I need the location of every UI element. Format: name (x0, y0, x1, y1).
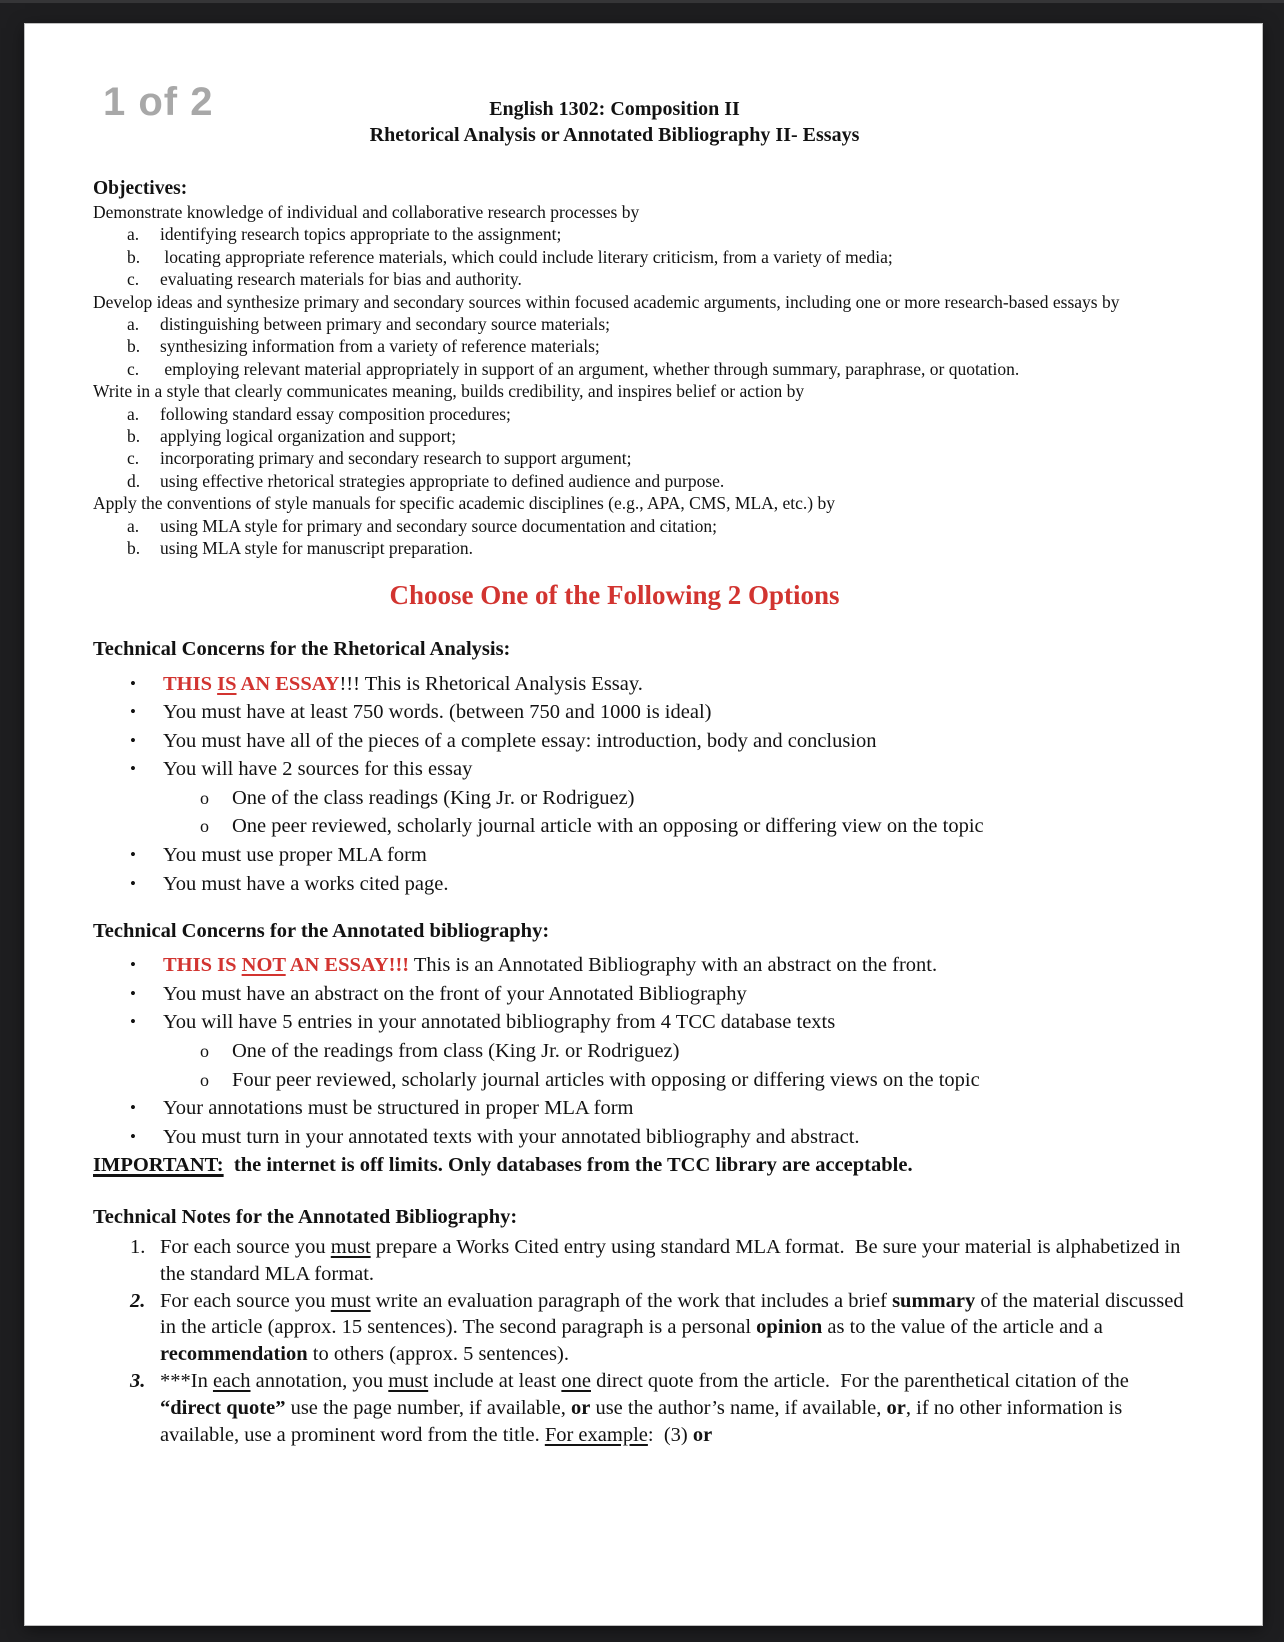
bullet-icon: • (130, 873, 136, 893)
item-text: following standard essay composition procedures; (160, 403, 511, 424)
bullet-item (93, 670, 1192, 699)
choose-options-heading: Choose One of the Following 2 Options (389, 579, 840, 610)
text-segment: : (3) (647, 1423, 693, 1446)
bullet-icon: • (130, 983, 136, 1003)
text-segment: as to the value of the article and a (822, 1316, 1109, 1339)
sub-bullet-item (93, 1066, 1192, 1095)
item-text: using effective rhetorical strategies appropriate to defined audience and purpose. (160, 470, 725, 491)
text-segment: IS (217, 672, 237, 695)
annotated-concerns-heading: Technical Concerns for the Annotated bibliography: (93, 920, 550, 943)
text-segment: recommendation (160, 1343, 308, 1366)
text-segment: For each source you (160, 1289, 331, 1312)
bullet-text: You must have at least 750 words. (between 750 and 1000 is ideal) (163, 701, 712, 724)
objective-item (93, 425, 1192, 447)
item-text: synthesizing information from a variety of reference materials; (160, 336, 600, 357)
text-segment: AN ESSAY!!! (285, 954, 410, 977)
text-segment: include at least (428, 1369, 562, 1392)
document-title (93, 96, 1192, 148)
item-letter: b. (127, 246, 141, 267)
text-segment: ***In (160, 1369, 213, 1392)
note-item (93, 1234, 1192, 1288)
text-segment: to others (approx. 5 sentences). (307, 1343, 569, 1366)
item-text: locating appropriate reference materials, which could include literary criticism, from a variety of media; (160, 246, 893, 267)
bullet-text: You must have a works cited page. (163, 872, 449, 895)
text-segment: , if no other information is available, use a prominent word from the title. (160, 1396, 1128, 1446)
technical-notes-list (93, 1234, 1192, 1448)
viewer-top-strip (0, 0, 1284, 3)
note-number: 2. (130, 1289, 146, 1312)
objective-item (93, 268, 1192, 290)
objective-item (93, 470, 1192, 492)
important-note (93, 1151, 1192, 1180)
bullet-item (93, 1123, 1192, 1152)
objective-item (93, 246, 1192, 268)
bullet-text (163, 670, 1192, 699)
technical-notes-heading: Technical Notes for the Annotated Bibliography: (93, 1206, 518, 1228)
text-segment: or (692, 1423, 713, 1446)
document-page[interactable] (25, 24, 1262, 1625)
bullet-icon: • (130, 702, 136, 722)
bullet-icon: • (130, 759, 136, 779)
objectives-intro: Apply the conventions of style manuals for specific academic disciplines (e.g., APA, CMS, MLA, etc.) by (93, 493, 835, 514)
bullet-icon: • (130, 1098, 136, 1118)
bullet-item (93, 870, 1192, 899)
note-text (160, 1234, 1192, 1288)
text-segment: “direct quote” (160, 1396, 286, 1419)
bullet-item (93, 727, 1192, 756)
text-segment: summary (892, 1289, 976, 1312)
objectives-intro: Demonstrate knowledge of individual and collaborative research processes by (93, 202, 640, 222)
objective-item (93, 313, 1192, 335)
text-segment: must (330, 1289, 371, 1312)
note-item (93, 1368, 1192, 1448)
sub-bullet-item (93, 1037, 1192, 1066)
sub-bullet-icon: o (200, 1041, 209, 1062)
text-segment: each (212, 1369, 251, 1392)
text-segment: of the material discussed in the article (approx. 15 sentences). The second paragraph is a personal (160, 1289, 1189, 1339)
bullet-item (93, 1008, 1192, 1037)
text-segment: This is an Annotated Bibliography with an abstract on the front. (409, 954, 938, 977)
objectives-intro: Write in a style that clearly communicates meaning, builds credibility, and inspires belief or action by (93, 381, 805, 402)
objectives-section (93, 201, 1192, 560)
bullet-icon: • (130, 955, 136, 975)
item-letter: b. (127, 426, 141, 447)
text-segment: must (330, 1236, 371, 1258)
objective-item (93, 447, 1192, 469)
text-segment: For each source you (160, 1236, 331, 1258)
rhetorical-concerns-heading: Technical Concerns for the Rhetorical Analysis: (93, 637, 511, 660)
page-indicator: 1 of 2 (103, 80, 214, 124)
bullet-text: You will have 2 sources for this essay (163, 758, 473, 781)
text-segment: or (570, 1396, 591, 1419)
text-segment: use the author’s name, if available, (590, 1396, 887, 1419)
text-segment: annotation, you (250, 1369, 389, 1392)
note-number: 3. (130, 1369, 146, 1392)
text-segment: !!! This is Rhetorical Analysis Essay. (339, 672, 643, 695)
item-letter: c. (127, 358, 140, 379)
bullet-text: You must have an abstract on the front of your Annotated Bibliography (163, 982, 747, 1005)
text-segment: AN ESSAY (236, 672, 340, 695)
bullet-item (93, 951, 1192, 980)
bullet-text: You must turn in your annotated texts with your annotated bibliography and abstract. (163, 1125, 860, 1148)
objective-item (93, 403, 1192, 425)
important-label: IMPORTANT: (93, 1154, 224, 1177)
item-text: identifying research topics appropriate to the assignment; (160, 224, 562, 245)
sub-bullet-icon: o (200, 816, 209, 837)
item-letter: a. (127, 515, 140, 536)
bullet-text: You must have all of the pieces of a complete essay: introduction, body and conclusion (163, 729, 877, 752)
text-segment: must (388, 1369, 429, 1392)
text-segment: THIS (163, 672, 218, 695)
item-letter: d. (127, 470, 141, 491)
sub-bullet-text: One of the readings from class (King Jr. or Rodriguez) (232, 1040, 680, 1063)
note-text (160, 1288, 1192, 1368)
text-segment: THIS IS (163, 954, 242, 977)
bullet-item (93, 755, 1192, 784)
item-text: distinguishing between primary and secondary source materials; (160, 314, 611, 335)
objective-item (93, 223, 1192, 245)
bullet-icon: • (130, 730, 136, 750)
sub-bullet-item (93, 784, 1192, 813)
item-letter: a. (127, 224, 140, 245)
rhetorical-bullet-list (93, 670, 1192, 899)
bullet-item (93, 841, 1192, 870)
text-segment: prepare a Works Cited entry using standard MLA format. Be sure your material is alphabetized in the standard MLA format. (160, 1236, 1186, 1285)
objective-item (93, 537, 1192, 559)
text-segment: or (886, 1396, 906, 1419)
important-text: the internet is off limits. Only databases from the TCC library are acceptable. (223, 1154, 913, 1177)
note-number: 1. (130, 1236, 146, 1258)
item-text: applying logical organization and support; (160, 426, 457, 447)
text-segment: one (561, 1369, 591, 1392)
note-item (93, 1288, 1192, 1368)
text-segment: NOT (241, 954, 286, 977)
bullet-icon: • (130, 1012, 136, 1032)
assignment-title: Rhetorical Analysis or Annotated Bibliography II- Essays (369, 124, 860, 146)
text-segment: direct quote from the article. For the parenthetical citation of the (590, 1369, 1135, 1392)
item-letter: b. (127, 538, 141, 559)
sub-bullet-text: One peer reviewed, scholarly journal article with an opposing or differing view on the topic (232, 815, 984, 838)
sub-bullet-icon: o (200, 787, 209, 808)
sub-bullet-icon: o (200, 1069, 209, 1090)
item-letter: a. (127, 314, 140, 335)
item-text: using MLA style for primary and secondary source documentation and citation; (160, 515, 717, 536)
objective-item (93, 358, 1192, 380)
bullet-text (163, 951, 1192, 980)
text-segment: opinion (756, 1316, 823, 1339)
text-segment: For example (544, 1423, 648, 1446)
text-segment: use the page number, if available, (285, 1396, 571, 1419)
item-text: using MLA style for manuscript preparation. (160, 538, 473, 559)
sub-bullet-text: Four peer reviewed, scholarly journal articles with opposing or differing views on the topic (232, 1068, 980, 1091)
item-letter: a. (127, 403, 140, 424)
bullet-icon: • (130, 1126, 136, 1146)
bullet-item (93, 980, 1192, 1009)
bullet-item (93, 1094, 1192, 1123)
item-letter: c. (127, 269, 140, 290)
bullet-icon: • (130, 673, 136, 693)
objectives-intro: Develop ideas and synthesize primary and secondary sources within focused academic arguments, including one or more research-based essays by (93, 291, 1120, 312)
item-text: employing relevant material appropriately in support of an argument, whether through summary, paraphrase, or quotation. (160, 358, 1020, 379)
item-letter: c. (127, 448, 140, 469)
objectives-heading: Objectives: (93, 178, 188, 199)
note-text (160, 1368, 1192, 1448)
bullet-text: Your annotations must be structured in proper MLA form (163, 1097, 634, 1120)
bullet-text: You will have 5 entries in your annotated bibliography from 4 TCC database texts (163, 1011, 836, 1034)
item-text: incorporating primary and secondary research to support argument; (160, 448, 632, 469)
course-title: English 1302: Composition II (489, 98, 740, 120)
sub-bullet-item (93, 812, 1192, 841)
sub-bullet-text: One of the class readings (King Jr. or Rodriguez) (232, 786, 635, 809)
objective-item (93, 515, 1192, 537)
annotated-bullet-list (93, 951, 1192, 1151)
item-text: evaluating research materials for bias and authority. (160, 269, 522, 290)
bullet-icon: • (130, 845, 136, 865)
objective-item (93, 335, 1192, 357)
bullet-item (93, 698, 1192, 727)
item-letter: b. (127, 336, 141, 357)
bullet-text: You must use proper MLA form (163, 844, 427, 867)
text-segment: write an evaluation paragraph of the work that includes a brief (370, 1289, 893, 1312)
